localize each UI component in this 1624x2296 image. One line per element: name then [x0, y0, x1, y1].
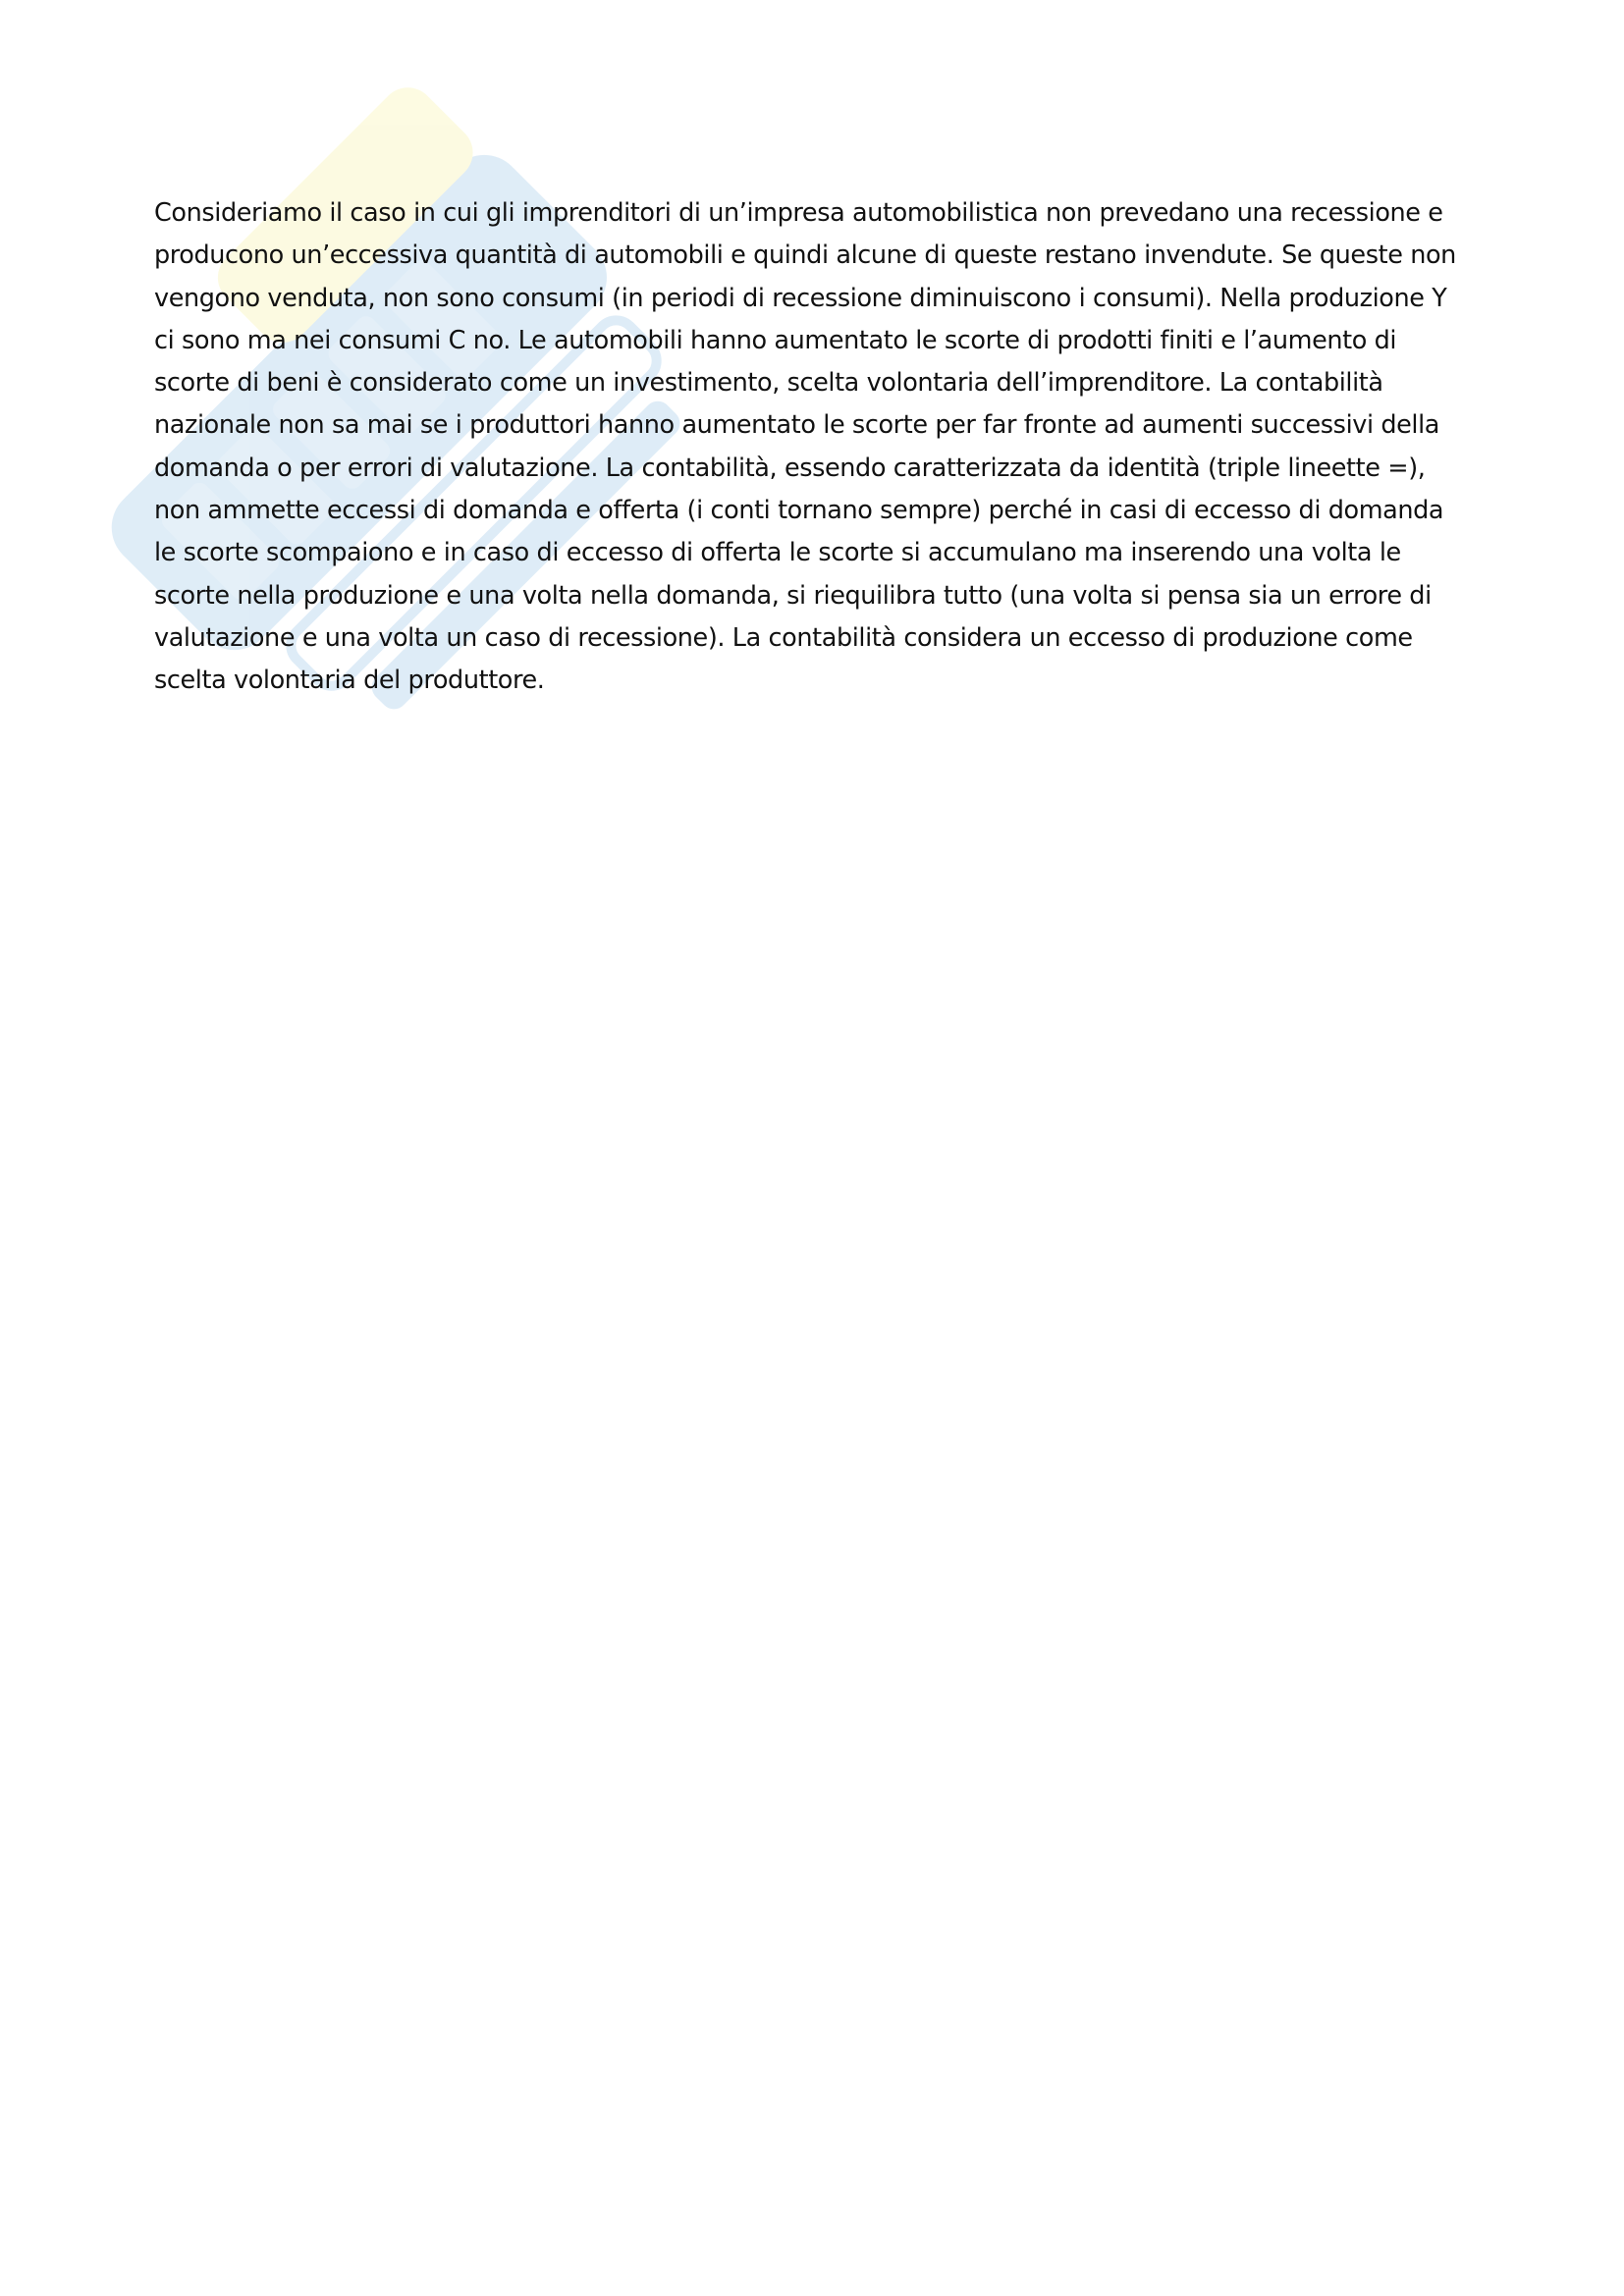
text-line: producono un’eccessiva quantità di automobili e quindi alcune di queste restano invendute. Se queste non: [154, 240, 1456, 271]
text-line: Consideriamo il caso in cui gli imprenditori di un’impresa automobilistica non prevedano una recessione e: [154, 198, 1443, 228]
text-line: le scorte scompaiono e in caso di eccesso di offerta le scorte si accumulano ma inserendo una volta le: [154, 538, 1401, 568]
text-line: vengono venduta, non sono consumi (in periodi di recessione diminuiscono i consumi). Nella produzione Y: [154, 283, 1447, 313]
text-line: scorte di beni è considerato come un investimento, scelta volontaria dell’imprenditore. La contabilità: [154, 368, 1383, 399]
text-line: ci sono ma nei consumi C no. Le automobili hanno aumentato le scorte di prodotti finiti e l’aumento di: [154, 325, 1397, 355]
text-line: non ammette eccessi di domanda e offerta (i conti tornano sempre) perché in casi di eccesso di domanda: [154, 496, 1444, 526]
text-line: valutazione e una volta un caso di recessione). La contabilità considera un eccesso di produzione come: [154, 622, 1413, 653]
text-line: scorte nella produzione e una volta nella domanda, si riequilibra tutto (una volta si pensa sia un errore di: [154, 580, 1432, 611]
text-line: nazionale non sa mai se i produttori hanno aumentato le scorte per far fronte ad aumenti successivi della: [154, 410, 1440, 441]
text-line: scelta volontaria del produttore.: [154, 666, 545, 696]
body-paragraph: [154, 192, 1489, 703]
text-line: domanda o per errori di valutazione. La contabilità, essendo caratterizzata da identità (triple lineette =),: [154, 453, 1426, 483]
